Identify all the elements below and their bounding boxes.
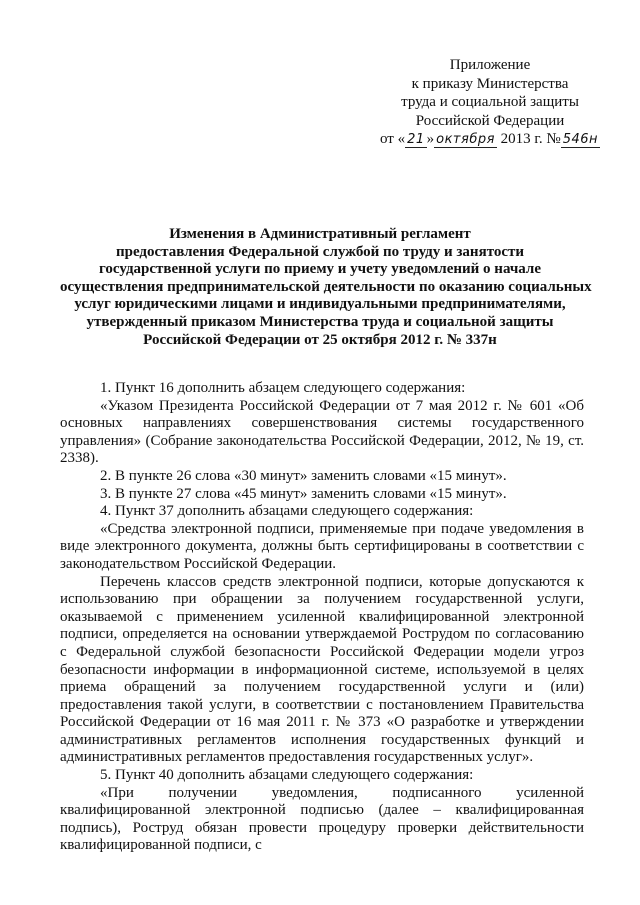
paragraph-item-1: 1. Пункт 16 дополнить абзацем следующего содержания: bbox=[100, 380, 466, 396]
order-year: 2013 г. № bbox=[496, 131, 561, 147]
order-date-line bbox=[370, 130, 610, 150]
order-day-handwritten: 21 bbox=[407, 132, 425, 147]
appendix-header bbox=[370, 56, 610, 150]
title-line: Изменения в Административный регламент bbox=[169, 226, 471, 242]
appendix-federation: Российской Федерации bbox=[415, 112, 565, 129]
order-number-handwritten: 546н bbox=[562, 132, 599, 147]
title-line: Российской Федерации от 25 октября 2012 г. № 337н bbox=[143, 331, 497, 348]
paragraph-signature-classes: Перечень классов средств электронной подписи, которые допускаются к использованию при обращении за получением государственной услуги, оказываемой с применением усиленной квалифицированной электронной подписи, определяется на основании утверждаемой Рострудом по согласованию с Федеральной службой безопасности Российской Федерации модели угроз безопасности информации в информационной системе, используемой в целях приема обращений за получением государственной услуги и (или) предоставления такой услуги, в соответствии с постановлением Правительства Российской Федерации от 16 мая 2011 г. № 373 «О разработке и утверждении административных регламентов исполнения государственных функций и административных регламентов предоставления государственных услуг». bbox=[60, 573, 584, 766]
order-prefix: от « bbox=[379, 131, 406, 147]
title-line: услуг юридическими лицами и индивидуальными предпринимателями, bbox=[74, 296, 566, 313]
paragraph-item-3: 3. В пункте 27 слова «45 минут» заменить словами «15 минут». bbox=[100, 485, 507, 502]
paragraph-item-2: 2. В пункте 26 слова «30 минут» заменить словами «15 минут». bbox=[100, 467, 507, 484]
paragraph-quote-verification: «При получении уведомления, подписанного усиленной квалифицированной электронной подписью (далее – квалифицированная подпись), Роструд обязан провести процедуру проверки действительности квалифицированной подписи, с bbox=[60, 784, 584, 854]
paragraph-item-4: 4. Пункт 37 дополнить абзацами следующего содержания: bbox=[100, 503, 474, 520]
title-line: утвержденный приказом Министерства труда и социальной защиты bbox=[86, 313, 554, 330]
paragraph-item-5: 5. Пункт 40 дополнить абзацами следующего содержания: bbox=[100, 767, 474, 784]
appendix-label: Приложение bbox=[449, 57, 531, 73]
appendix-order-ref: к приказу Министерства bbox=[411, 75, 569, 92]
order-month-handwritten: октября bbox=[436, 132, 495, 147]
title-line: государственной услуги по приему и учету уведомлений о начале bbox=[98, 261, 542, 278]
appendix-ministry: труда и социальной защиты bbox=[401, 94, 579, 110]
title-line: осуществления предпринимательской деятельности по оказанию социальных bbox=[60, 278, 592, 295]
paragraph-quote-signature: «Средства электронной подписи, применяемые при подаче уведомления в виде электронного документа, должны быть сертифицированы в соответствии с законодательством Российской Федерации. bbox=[60, 520, 584, 572]
paragraph-quote-decree: «Указом Президента Российской Федерации от 7 мая 2012 г. № 601 «Об основных направлениях совершенствования системы государственного управления» (Собрание законодательства Российской Федерации, 2012, № 19, ст. 2338). bbox=[60, 397, 584, 467]
order-mid: » bbox=[426, 131, 435, 147]
document-body bbox=[60, 380, 584, 855]
document-title bbox=[60, 226, 592, 349]
title-line: предоставления Федеральной службой по труду и занятости bbox=[115, 243, 525, 260]
